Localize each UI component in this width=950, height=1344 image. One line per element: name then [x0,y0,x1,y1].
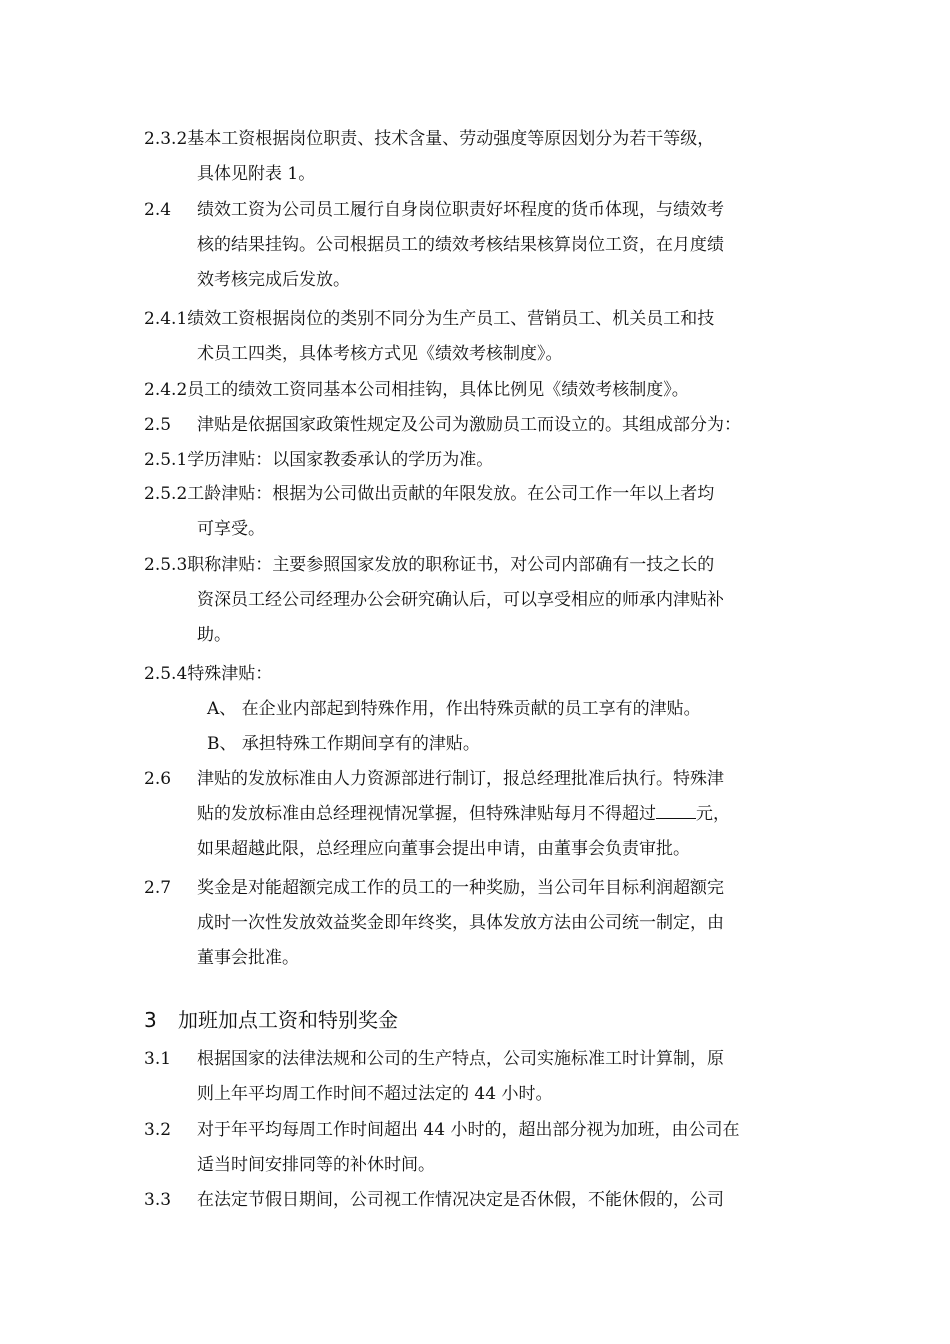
clause-text: 绩效工资根据岗位的类别不同分为生产员工、营销员工、机关员工和技 [187,309,715,329]
clause-text: 奖金是对能超额完成工作的员工的一种奖励，当公司年目标利润超额完 [197,878,724,898]
clause-text: 则上年平均周工作时间不超过法定的 44 小时。 [197,1084,553,1104]
section-title: 加班加点工资和特别奖金 [178,1008,398,1032]
clause-2-5-2 [144,477,814,547]
clause-text: 职称津贴：主要参照国家发放的职称证书，对公司内部确有一技之长的 [187,555,715,575]
clause-text: 津贴的发放标准由人力资源部进行制订，报总经理批准后执行。特殊津 [197,769,724,789]
clause-text: 可享受。 [197,519,265,539]
clause-2-4-2 [144,373,814,408]
clause-text: 绩效工资为公司员工履行自身岗位职责好坏程度的货币体现，与绩效考 [197,200,724,220]
clause-text: 工龄津贴：根据为公司做出贡献的年限发放。在公司工作一年以上者均 [187,484,715,504]
clause-text: 津贴是依据国家政策性规定及公司为激励员工而设立的。其组成部分为： [197,415,741,435]
clause-number: 2.5.3 [144,555,188,575]
clause-2-5-4 [144,657,814,762]
clause-number: 2.7 [144,878,172,898]
clause-3-3 [144,1183,814,1218]
clause-2-6 [144,762,814,867]
clause-number: 2.5.2 [144,484,188,504]
clause-text: 成时一次性发放效益奖金即年终奖，具体发放方法由公司统一制定，由 [197,913,724,933]
clause-2-3-2 [144,122,814,192]
sub-item-b: B、 承担特殊工作期间享有的津贴。 [207,734,480,754]
clause-3-1 [144,1042,814,1112]
clause-2-5 [144,408,814,443]
clause-text: 如果超越此限，总经理应向董事会提出申请，由董事会负责审批。 [197,839,690,859]
clause-number: 2.5.4 [144,664,188,684]
clause-number: 3.3 [144,1190,172,1210]
clause-text: 核的结果挂钩。公司根据员工的绩效考核结果核算岗位工资，在月度绩 [197,235,724,255]
clause-text: 在法定节假日期间，公司视工作情况决定是否休假，不能休假的，公司 [197,1190,724,1210]
clause-2-4 [144,193,814,298]
clause-3-2 [144,1113,814,1183]
section-heading-3 [144,1000,814,1040]
clause-number: 2.4.1 [144,309,188,329]
clause-2-5-3 [144,548,814,653]
clause-number: 2.3.2 [144,129,188,149]
clause-number: 3.2 [144,1120,172,1140]
clause-text: 学历津贴：以国家教委承认的学历为准。 [187,450,494,470]
clause-text: 资深员工经公司经理办公会研究确认后，可以享受相应的师承内津贴补 [197,590,724,610]
section-number: 3 [144,1008,157,1032]
clause-2-4-1 [144,302,814,372]
sub-item-a: A、 在企业内部起到特殊作用，作出特殊贡献的员工享有的津贴。 [207,699,701,719]
clause-number: 2.5.1 [144,450,188,470]
clause-2-7 [144,871,814,976]
amount-blank [656,798,696,819]
clause-text: 基本工资根据岗位职责、技术含量、劳动强度等原因划分为若干等级， [187,129,715,149]
clause-text: 助。 [197,625,231,645]
clause-text: 效考核完成后发放。 [197,270,350,290]
clause-number: 2.6 [144,769,172,789]
clause-text: 适当时间安排同等的补休时间。 [197,1155,435,1175]
clause-text: 具体见附表 1。 [197,164,316,184]
clause-2-5-1 [144,443,814,478]
clause-text: 员工的绩效工资同基本公司相挂钩，具体比例见《绩效考核制度》。 [187,380,689,400]
clause-text: 术员工四类，具体考核方式见《绩效考核制度》。 [197,344,563,364]
clause-text: 贴的发放标准由总经理视情况掌握，但特殊津贴每月不得超过 [197,804,656,824]
clause-text: 对于年平均每周工作时间超出 44 小时的，超出部分视为加班，由公司在 [197,1120,740,1140]
clause-number: 2.4.2 [144,380,188,400]
clause-number: 3.1 [144,1049,172,1069]
clause-text: 特殊津贴： [187,664,273,684]
clause-text: 根据国家的法律法规和公司的生产特点，公司实施标准工时计算制，原 [197,1049,724,1069]
clause-text: 董事会批准。 [197,948,299,968]
clause-number: 2.4 [144,200,172,220]
clause-number: 2.5 [144,415,172,435]
clause-text: 元， [696,804,730,824]
